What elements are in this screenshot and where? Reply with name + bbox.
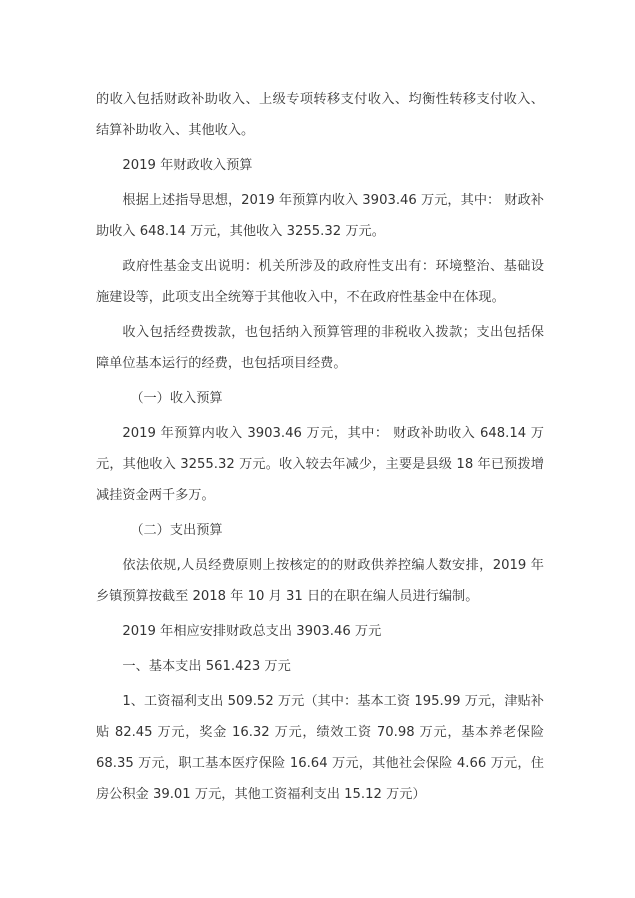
paragraph-personnel-funding: 依法依规,人员经费原则上按核定的的财政供养控编人数安排，2019 年乡镇预算按截至 2018 年 10 月 31 日的在职在编人员进行编制。 [96,558,544,604]
heading-basic-expense: 一、基本支出 561.423 万元 [122,659,291,674]
paragraph-guiding-revenue: 根据上述指导思想，2019 年预算内收入 3903.46 万元，其中： 财政补助收入 648.14 万元，其他收入 3255.32 万元。 [96,193,544,239]
paragraph-income-expense-scope: 收入包括经费拨款，也包括纳入预算管理的非税收入拨款；支出包括保障单位基本运行的经费，也包括项目经费。 [96,325,544,371]
paragraph-income-detail: 2019 年预算内收入 3903.46 万元，其中： 财政补助收入 648.14 万元，其他收入 3255.32 万元。收入较去年减少，主要是县级 18 年已预拨增减挂资金两千多万。 [96,426,544,503]
paragraph-government-fund-note: 政府性基金支出说明：机关所涉及的政府性支出有：环境整治、基础设施建设等，此项支出全统筹于其他收入中，不在政府性基金中在体现。 [96,259,544,305]
paragraph-income-continuation: 的收入包括财政补助收入、上级专项转移支付收入、均衡性转移支付收入、结算补助收入、其他收入。 [96,92,544,138]
paragraph-salary-welfare: 1、工资福利支出 509.52 万元（其中：基本工资 195.99 万元，津贴补贴 82.45 万元，奖金 16.32 万元，绩效工资 70.98 万元，基本养老保险 68.35 万元，职工基本医疗保险 16.64 万元，其他社会保险 4.66 万元，住房公积金 39.01 万元，其他工资福利支出 15.12 万元） [96,694,544,802]
heading-income-budget: （一）收入预算 [130,391,223,406]
document-body [96,84,544,810]
heading-2019-revenue-budget: 2019 年财政收入预算 [122,158,253,173]
heading-expense-budget: （二）支出预算 [130,523,223,538]
paragraph-total-expense: 2019 年相应安排财政总支出 3903.46 万元 [122,624,382,639]
